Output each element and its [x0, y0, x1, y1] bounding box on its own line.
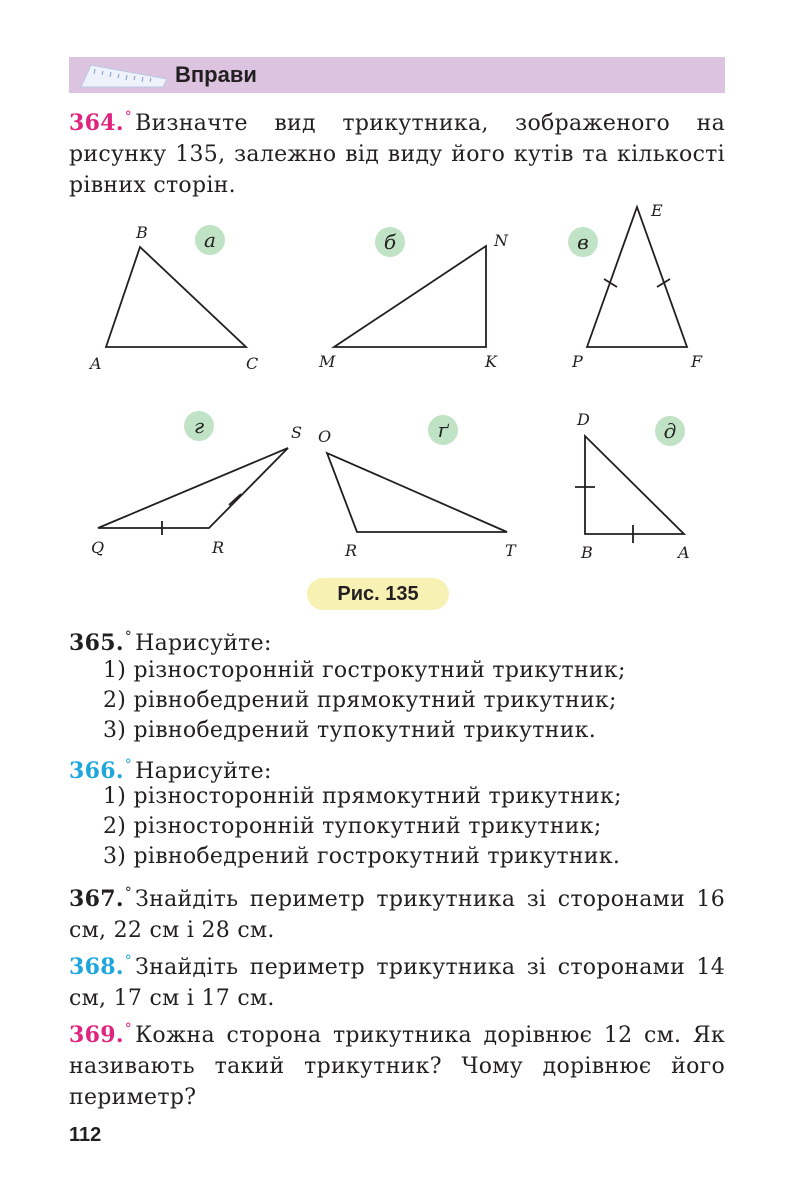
exercise-369 — [69, 1014, 725, 1113]
triangle-gg — [327, 453, 507, 532]
page-number: 112 — [69, 1124, 102, 1146]
exercise-365-item-2: 2) рівнобедрений прямокутний трикутник; — [103, 688, 617, 713]
vertex-label: N — [494, 231, 508, 250]
ruler-icon — [77, 61, 167, 89]
exercise-number: 366. — [69, 758, 124, 784]
vertex-label: E — [651, 201, 663, 220]
triangle-v — [587, 207, 687, 347]
exercise-number: 367. — [69, 886, 124, 912]
exercise-text: Знайдіть периметр трикутника зі сторонами 14 см, 17 см і 17 см. — [69, 955, 725, 1011]
badge-a: а — [204, 228, 216, 252]
figure-caption: Рис. 135 — [307, 578, 449, 610]
badge-b: б — [383, 230, 397, 254]
figure-135 — [0, 195, 800, 585]
exercise-366-item-2: 2) різносторонній тупокутний трикутник; — [103, 814, 602, 839]
exercise-text: Знайдіть периметр трикутника зі сторонами 16 см, 22 см і 28 см. — [69, 887, 725, 943]
vertex-label: A — [678, 543, 690, 562]
triangles-diagram — [0, 195, 800, 585]
vertex-label: R — [345, 541, 358, 560]
badge-d: д — [663, 419, 677, 443]
exercise-number: 365. — [69, 630, 124, 656]
vertex-label: P — [572, 352, 583, 371]
degree-mark: ° — [124, 1021, 133, 1037]
exercise-text: Нарисуйте: — [135, 631, 272, 656]
exercise-365 — [69, 622, 725, 659]
exercise-text: Нарисуйте: — [135, 759, 272, 784]
exercise-number: 369. — [69, 1022, 124, 1048]
vertex-label: O — [318, 427, 332, 446]
vertex-label: F — [691, 352, 703, 371]
degree-mark: ° — [124, 629, 133, 645]
degree-mark: ° — [124, 953, 133, 969]
vertex-label: T — [505, 541, 516, 560]
vertex-label: B — [136, 223, 148, 242]
exercise-text: Визначте вид трикутника, зображеного на рисунку 135, залежно від виду його кутів та кількості рівних сторін. — [69, 111, 725, 198]
degree-mark: ° — [124, 757, 133, 773]
vertex-label: K — [485, 352, 497, 371]
exercise-368 — [69, 946, 725, 1014]
vertex-label: S — [291, 423, 302, 442]
exercise-366-item-3: 3) рівнобедрений гострокутний трикутник. — [103, 844, 621, 869]
triangle-a — [106, 247, 246, 347]
vertex-label: M — [319, 352, 336, 371]
vertex-label: C — [246, 354, 259, 373]
exercise-number: 368. — [69, 954, 124, 980]
vertex-label: R — [212, 538, 225, 557]
vertex-label: Q — [91, 538, 105, 557]
section-header — [69, 57, 725, 93]
badge-v: в — [577, 230, 589, 254]
vertex-label: A — [90, 354, 102, 373]
triangle-g — [98, 448, 288, 528]
degree-mark: ° — [124, 885, 133, 901]
exercise-364 — [69, 102, 725, 201]
exercise-365-item-1: 1) різносторонній гострокутний трикутник; — [103, 658, 626, 683]
exercise-366-item-1: 1) різносторонній прямокутний трикутник; — [103, 784, 622, 809]
badge-gg: ґ — [437, 418, 449, 442]
exercise-367 — [69, 878, 725, 946]
exercise-text: Кожна сторона трикутника дорівнює 12 см. Як називають такий трикутник? Чому дорівнює його периметр? — [69, 1023, 725, 1110]
exercise-number: 364. — [69, 110, 124, 136]
exercise-365-item-3: 3) рівнобедрений тупокутний трикутник. — [103, 718, 597, 743]
badge-g: г — [193, 414, 205, 438]
section-title: Вправи — [175, 62, 257, 87]
triangle-b — [334, 246, 486, 347]
vertex-label: B — [581, 543, 593, 562]
degree-mark: ° — [124, 109, 133, 125]
triangle-d — [585, 436, 684, 534]
vertex-label: D — [577, 410, 590, 429]
